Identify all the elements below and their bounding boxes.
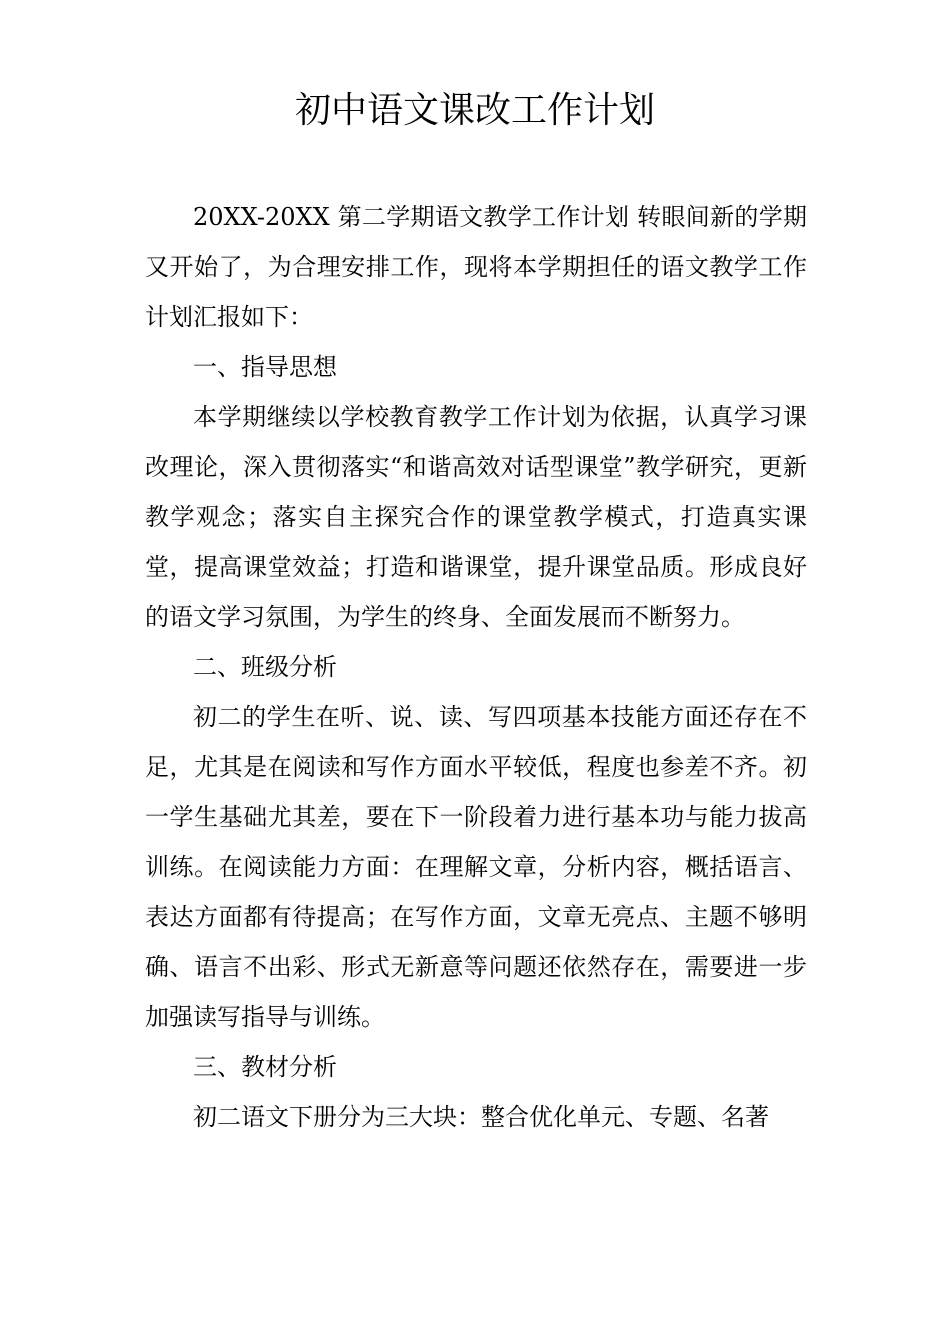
textbook-analysis-paragraph: 初二语文下册分为三大块：整合优化单元、专题、名著 bbox=[193, 1103, 769, 1131]
class-analysis-paragraph: 初二的学生在听、说、读、写四项基本技能方面还存在不足，尤其是在阅读和写作方面水平较低，程度也参差不齐。初一学生基础尤其差，要在下一阶段着力进行基本功与能力拔高训练。在阅读能力方面：在理解文章，分析内容，概括语言、表达方面都有待提高；在写作方面，文章无亮点、主题不够明确、语言不出彩、形式无新意等问题还依然存在，需要进一步加强读写指导与训练。 bbox=[145, 703, 807, 1031]
section-heading-class-analysis: 二、班级分析 bbox=[193, 653, 337, 681]
intro-paragraph: 20XX-20XX 第二学期语文教学工作计划 转眼间新的学期又开始了，为合理安排工作，现将本学期担任的语文教学工作计划汇报如下： bbox=[145, 203, 807, 331]
section-heading-guiding-thought: 一、指导思想 bbox=[193, 353, 337, 381]
section-heading-textbook-analysis: 三、教材分析 bbox=[193, 1053, 337, 1081]
document-title: 初中语文课改工作计划 bbox=[294, 90, 655, 131]
guiding-thought-paragraph: 本学期继续以学校教育教学工作计划为依据，认真学习课改理论，深入贯彻落实“和谐高效对话型课堂”教学研究，更新教学观念；落实自主探究合作的课堂教学模式，打造真实课堂，提高课堂效益；打造和谐课堂，提升课堂品质。形成良好的语文学习氛围，为学生的终身、全面发展而不断努力。 bbox=[145, 403, 807, 631]
document-body bbox=[145, 192, 807, 1142]
